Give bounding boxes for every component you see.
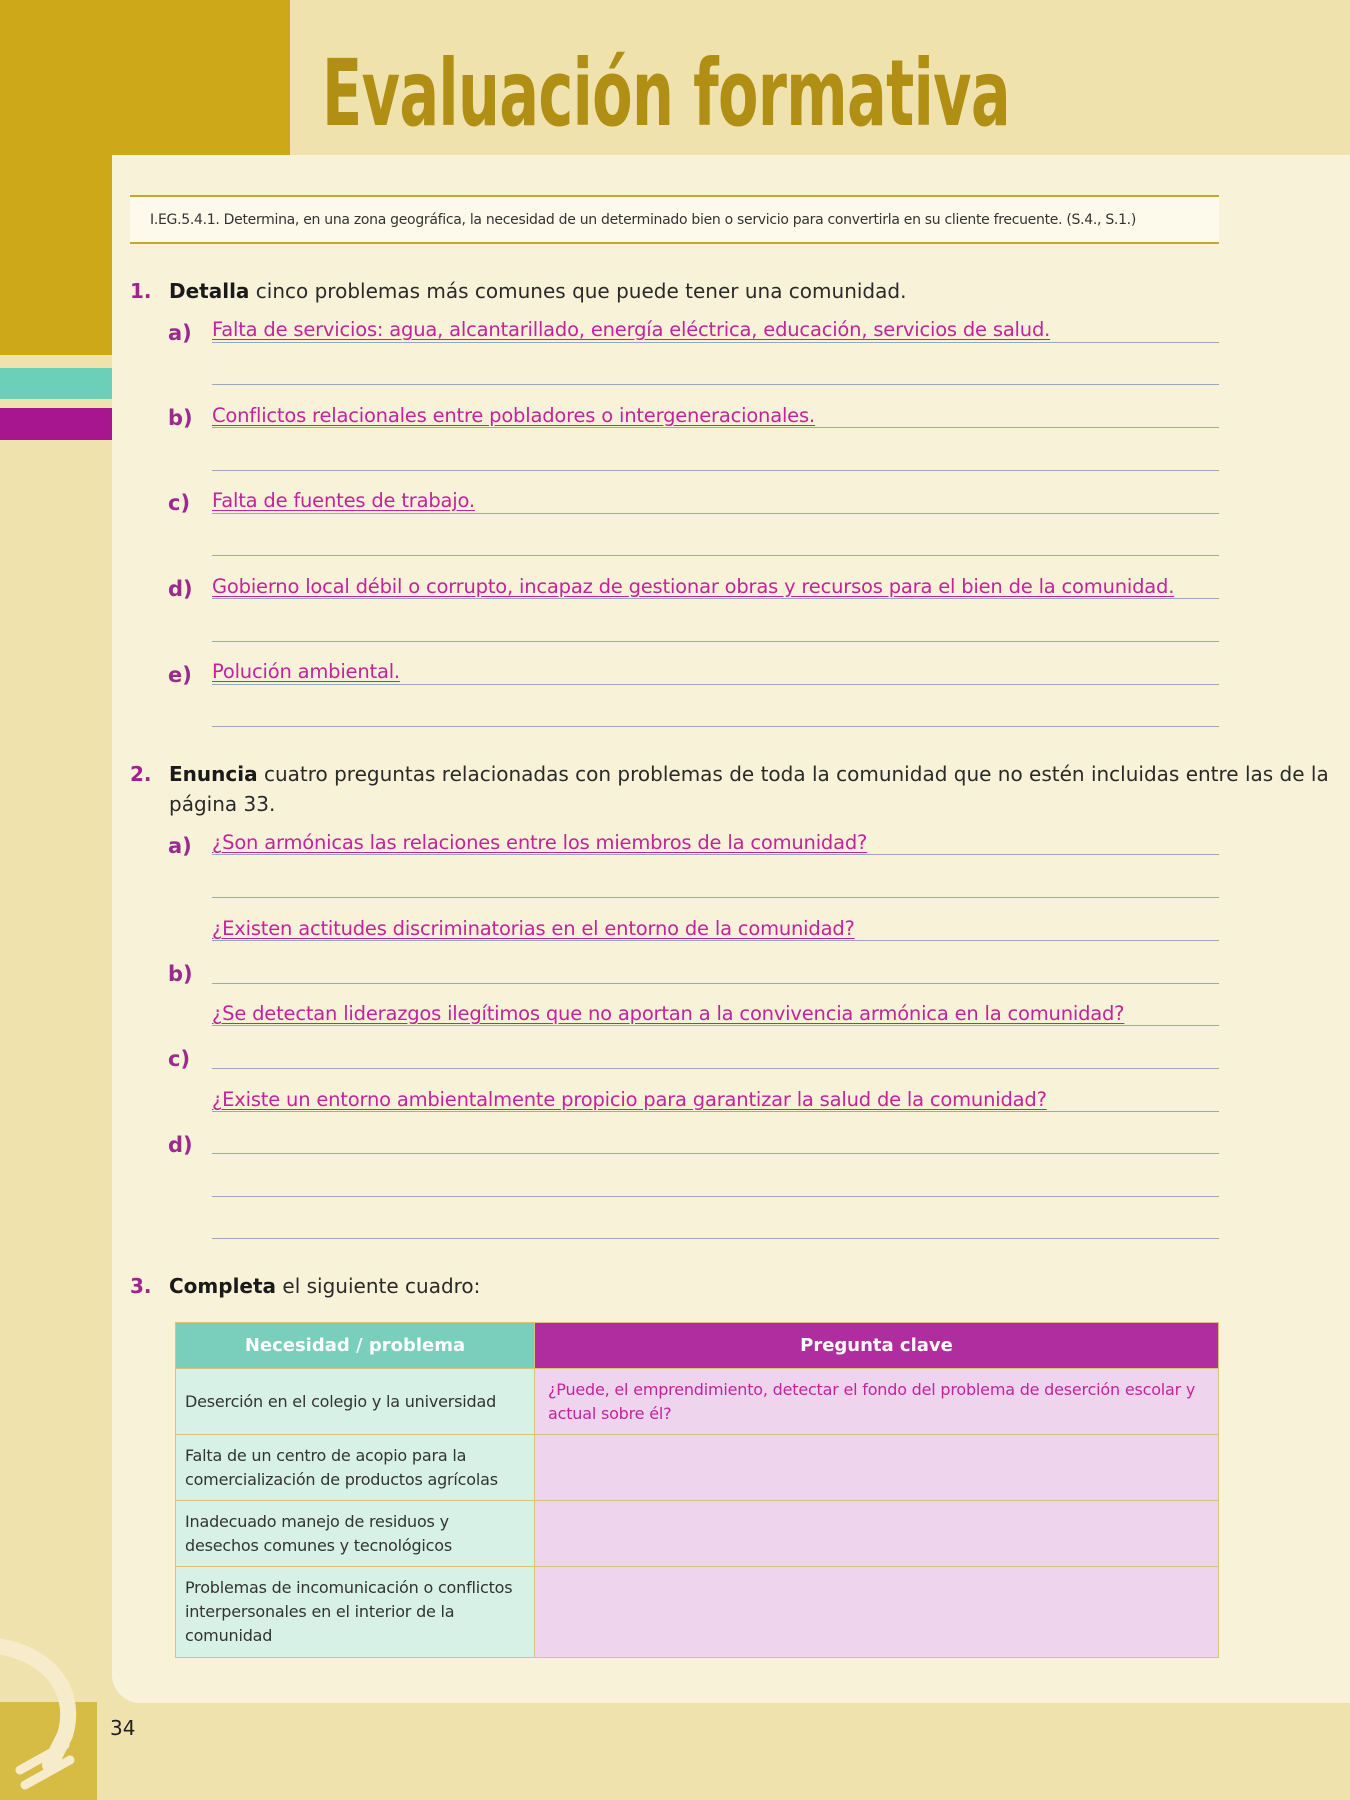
answer-line xyxy=(212,641,1219,642)
answer-text: Falta de fuentes de trabajo. xyxy=(212,489,475,512)
answer-line xyxy=(212,983,1219,984)
page-title: Evaluación formativa xyxy=(322,40,1010,147)
answer-text: Polución ambiental. xyxy=(212,660,400,683)
needs-table xyxy=(175,1322,1219,1658)
answer-text: ¿Son armónicas las relaciones entre los miembros de la comunidad? xyxy=(212,831,868,854)
evaluation-criterion: I.EG.5.4.1. Determina, en una zona geográfica, la necesidad de un determinado bien o servicio para convertirla en su cliente frecuente. (S.4., S.1.) xyxy=(130,195,1219,244)
answer-line xyxy=(212,598,1219,599)
answer-line xyxy=(212,1111,1219,1112)
question-text: página 33. xyxy=(169,792,276,816)
answer-line xyxy=(212,1068,1219,1069)
answer-line xyxy=(212,1196,1219,1197)
magenta-accent-bar xyxy=(0,408,112,440)
question-text: cinco problemas más comunes que puede tener una comunidad. xyxy=(249,279,907,303)
answer-line xyxy=(212,555,1219,556)
question-verb: Completa xyxy=(169,1274,277,1298)
table-row xyxy=(176,1369,1219,1435)
answer-line xyxy=(212,470,1219,471)
key-question-cell[interactable] xyxy=(535,1435,1219,1501)
page-number: 34 xyxy=(110,1716,136,1740)
answer-text: ¿Existe un entorno ambientalmente propicio para garantizar la salud de la comunidad? xyxy=(212,1088,1047,1111)
question-text: el siguiente cuadro: xyxy=(276,1274,481,1298)
question-number: 3. xyxy=(130,1274,152,1298)
answer-line xyxy=(212,427,1219,428)
answer-letter: a) xyxy=(168,834,192,858)
answer-line xyxy=(212,384,1219,385)
answer-text: ¿Existen actitudes discriminatorias en el entorno de la comunidad? xyxy=(212,917,855,940)
question-verb: Enuncia xyxy=(169,762,258,786)
need-cell: Inadecuado manejo de residuos y desechos comunes y tecnológicos xyxy=(176,1501,535,1567)
column-header-need: Necesidad / problema xyxy=(176,1323,535,1369)
answer-text: Conflictos relacionales entre pobladores o intergeneracionales. xyxy=(212,404,815,427)
answer-line xyxy=(212,1025,1219,1026)
key-question-cell[interactable] xyxy=(535,1567,1219,1658)
need-cell: Falta de un centro de acopio para la comercialización de productos agrícolas xyxy=(176,1435,535,1501)
answer-letter: d) xyxy=(168,1133,193,1157)
answer-letter: e) xyxy=(168,663,192,687)
key-question-cell[interactable]: ¿Puede, el emprendimiento, detectar el fondo del problema de deserción escolar y actual sobre él? xyxy=(535,1369,1219,1435)
need-cell: Problemas de incomunicación o conflictos interpersonales en el interior de la comunidad xyxy=(176,1567,535,1658)
key-question-cell[interactable] xyxy=(535,1501,1219,1567)
answer-line xyxy=(212,513,1219,514)
answer-line xyxy=(212,897,1219,898)
question-number: 2. xyxy=(130,762,152,786)
answer-line xyxy=(212,1153,1219,1154)
table-row xyxy=(176,1501,1219,1567)
answer-letter: c) xyxy=(168,491,191,515)
answer-letter: b) xyxy=(168,406,193,430)
need-cell: Deserción en el colegio y la universidad xyxy=(176,1369,535,1435)
answer-line xyxy=(212,726,1219,727)
answer-letter: b) xyxy=(168,962,193,986)
teal-accent-bar xyxy=(0,368,112,399)
answer-letter: c) xyxy=(168,1047,191,1071)
answer-text: Falta de servicios: agua, alcantarillado, energía eléctrica, educación, servicios de salud. xyxy=(212,318,1051,341)
answer-text: ¿Se detectan liderazgos ilegítimos que no aportan a la convivencia armónica en la comunidad? xyxy=(212,1002,1125,1025)
answer-line xyxy=(212,854,1219,855)
table-row xyxy=(176,1567,1219,1658)
answer-line xyxy=(212,940,1219,941)
answer-line xyxy=(212,342,1219,343)
table-row xyxy=(176,1435,1219,1501)
answer-letter: a) xyxy=(168,321,192,345)
question-verb: Detalla xyxy=(169,279,250,303)
question-text: cuatro preguntas relacionadas con problemas de toda la comunidad que no estén incluidas entre las de la xyxy=(257,762,1329,786)
answer-line xyxy=(212,1238,1219,1239)
answer-letter: d) xyxy=(168,577,193,601)
answer-line xyxy=(212,684,1219,685)
lightbulb-icon xyxy=(0,1625,100,1800)
answer-text: Gobierno local débil o corrupto, incapaz de gestionar obras y recursos para el bien de la comunidad. xyxy=(212,575,1175,598)
column-header-key-question: Pregunta clave xyxy=(535,1323,1219,1369)
question-number: 1. xyxy=(130,279,152,303)
